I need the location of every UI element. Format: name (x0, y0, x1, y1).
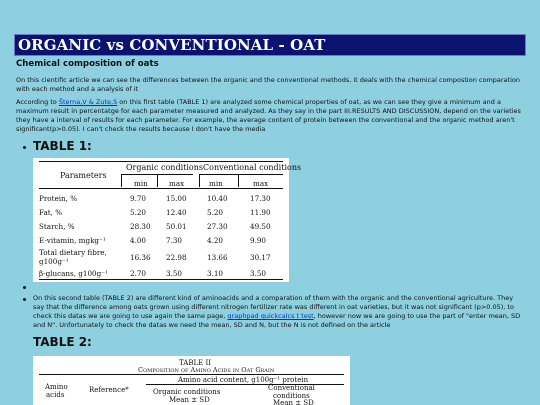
row-value: 11.90 (250, 208, 271, 217)
row-value: 30.17 (250, 253, 271, 262)
row-value: 27.30 (207, 222, 228, 231)
row-value: 28.30 (130, 222, 151, 231)
bullet-icon (23, 298, 26, 301)
table-rule (121, 175, 122, 187)
col-min-organic: min (134, 179, 148, 188)
row-value: 3.10 (207, 269, 224, 278)
col-min-conventional: min (209, 179, 223, 188)
col-reference: Reference* (89, 386, 129, 394)
row-label: E-vitamin, mgkg⁻¹ (39, 236, 106, 245)
row-value: 49.50 (250, 222, 271, 231)
row-label: β-glucans, g100g⁻¹ (39, 269, 108, 278)
col-amino-2: acids (46, 391, 65, 399)
graphpad-link[interactable]: graphpad quickcalcs t test (227, 312, 314, 320)
row-value: 5.20 (130, 208, 147, 217)
row-value: 16.36 (130, 253, 151, 262)
row-label-unit: g100g⁻¹ (39, 257, 69, 266)
section-heading: Chemical composition of oats (16, 59, 159, 69)
table2-span-header: Amino acid content, g100g⁻¹ protein (178, 376, 309, 384)
table-rule (199, 174, 283, 175)
intro-paragraph: On this cientific article we can see the differences between the organic and the conventional methods, it deals with the chemical compostion comparation with each method and a analysis of it (16, 76, 520, 93)
table-rule (199, 175, 200, 187)
col-conventional-3: Mean ± SD (273, 399, 314, 405)
table-rule (238, 175, 239, 187)
row-value: 2.70 (130, 269, 147, 278)
article-reference-link[interactable]: Šterna,V & Zute,S (58, 98, 118, 106)
row-value: 12.40 (166, 208, 187, 217)
param-header: Parameters (60, 171, 107, 180)
row-value: 10.40 (207, 194, 228, 203)
page-title: ORGANIC vs CONVENTIONAL - OAT (18, 36, 326, 54)
row-label: Fat, % (39, 208, 63, 217)
table2-caption: TABLE II (179, 359, 211, 367)
paragraph-text: According to (16, 98, 59, 106)
second-table-paragraph (33, 294, 525, 330)
paragraph-text: on this first table (TABLE 1) are analyzed some chemical properties of oat, as we can see they give a minimum and a maximum result in percentatge for each parameter measured and analyzed. As they say in the part III.RESULTS AND DISCUSSION, depend on the varieties they have a interval of results for each parameter. For example, the average content of protein between the conventional and the organic method aren't significant(p>0.05). I can't check the results because I don't have the media (16, 98, 521, 133)
row-value: 3.50 (250, 269, 267, 278)
table2-image (33, 356, 350, 405)
row-value: 9.70 (130, 194, 147, 203)
col-amino: Amino (45, 383, 68, 391)
col-max-organic: max (169, 179, 185, 188)
row-value: 4.00 (130, 236, 147, 245)
col-conventional-2: conditions (273, 392, 310, 400)
bullet-icon (23, 146, 26, 149)
row-label: Starch, % (39, 222, 75, 231)
row-value: 22.98 (166, 253, 187, 262)
row-label: Protein, % (39, 194, 78, 203)
bullet-icon (23, 286, 26, 289)
conventional-header: Conventional conditions (203, 163, 302, 172)
table-rule (39, 374, 344, 375)
row-value: 7.30 (166, 236, 183, 245)
row-value: 13.66 (207, 253, 228, 262)
table-rule (39, 161, 283, 162)
row-value: 5.20 (207, 208, 224, 217)
paragraph-text: , however now we are going to use the part of "enter mean, SD and N". Unfortunately to check the datas we need the mean, SD and N, but the N is not defined on the article (33, 312, 521, 329)
col-organic: Organic conditions (153, 388, 221, 396)
row-value: 15.00 (166, 194, 187, 203)
organic-header: Organic conditions (126, 163, 203, 172)
col-organic-2: Mean ± SD (169, 396, 210, 404)
col-max-conventional: max (253, 179, 269, 188)
row-value: 17.30 (250, 194, 271, 203)
page-title-bar (14, 34, 526, 56)
first-table-paragraph (16, 98, 528, 134)
row-value: 9.90 (250, 236, 267, 245)
table-rule (39, 279, 283, 280)
table2-heading: TABLE 2: (33, 335, 92, 349)
col-conventional: Conventional (268, 384, 315, 392)
table-rule (157, 175, 158, 187)
table-rule (39, 188, 283, 189)
table1-image (33, 158, 302, 282)
row-value: 4.20 (207, 236, 224, 245)
paragraph-text: On this second table (TABLE 2) are different kind of aminoacids and a comparation of them with the organic and the conventional agriculture. They say that the difference among oats grown using different nitrogen fertilizer rate was different in oat varieties, but it was not significant (p>0.05), to check this datas we are going to use again the same page, (33, 294, 514, 320)
row-value: 3.50 (166, 269, 183, 278)
table2-caption-title: Composition of Amino Acids in Oat Grain (138, 366, 275, 374)
row-value: 50.01 (166, 222, 187, 231)
table1-heading: TABLE 1: (33, 139, 92, 153)
row-label: Total dietary fibre, (39, 248, 107, 257)
